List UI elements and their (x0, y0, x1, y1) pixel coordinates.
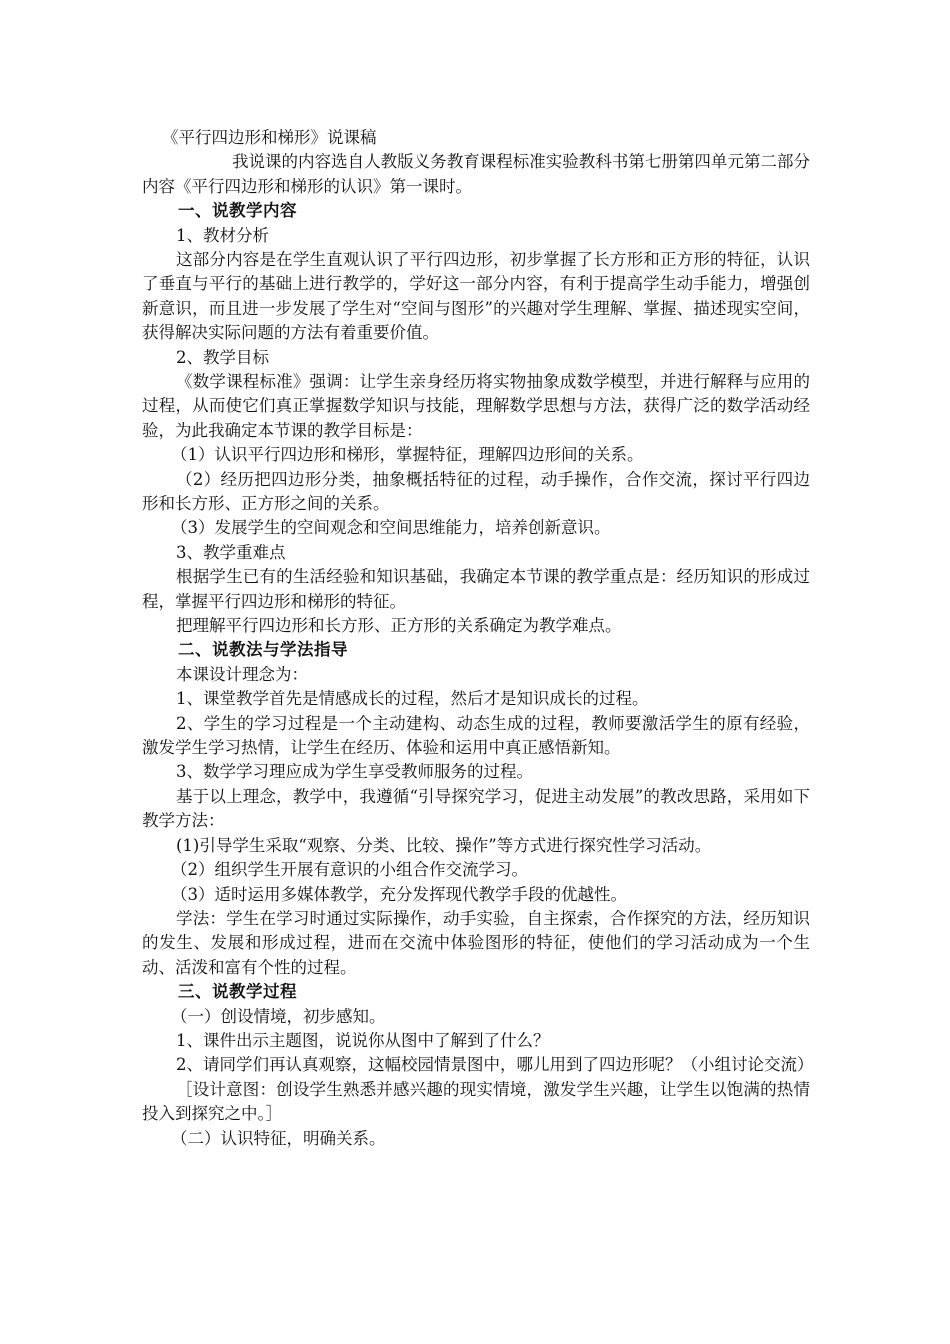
paragraph-teaching-approach: 基于以上理念，教学中，我遵循“引导探究学习，促进主动发展”的教改思路，采用如下教学方法： (142, 786, 810, 831)
document-page (142, 126, 814, 1151)
paragraph-key-points: 根据学生已有的生活经验和知识基础，我确定本节课的教学重点是：经历知识的形成过程，掌握平行四边形和梯形的特征。 (142, 567, 810, 611)
method-item-2: （2）组织学生开展有意识的小组合作交流学习。 (171, 860, 528, 880)
paragraph-learning-method: 学法：学生在学习时通过实际操作，动手实验，自主探索，合作探究的方法，经历知识的发生、发展和形成过程，进而在交流中体验图形的特征，使他们的学习活动成为一个生动、活泼和富有个性的过程。 (142, 908, 810, 977)
concept-item-2: 2、学生的学习过程是一个主动建构、动态生成的过程，教师要激活学生的原有经验，激发学生学习热情，让学生在经历、体验和运用中真正感悟新知。 (142, 713, 810, 758)
subheading-teaching-goals: 2、教学目标 (176, 347, 269, 367)
paragraph-design-concept: 本课设计理念为： (176, 664, 308, 684)
section-heading-teaching-content: 一、说教学内容 (178, 201, 297, 221)
step-item-2: 2、请同学们再认真观察，这幅校园情景图中，哪儿用到了四边形呢？（小组讨论交流） (176, 1055, 814, 1075)
section-heading-methods: 二、说教法与学法指导 (178, 640, 348, 660)
intro-paragraph: 我说课的内容选自人教版义务教育课程标准实验教科书第七册第四单元第二部分内容《平行四边形和梯形的认识》第一课时。 (142, 152, 810, 196)
concept-item-1: 1、课堂教学首先是情感成长的过程，然后才是知识成长的过程。 (176, 689, 649, 709)
concept-item-3: 3、数学学习理应成为学生享受教师服务的过程。 (176, 762, 533, 782)
paragraph-curriculum-standard: 《数学课程标准》强调：让学生亲身经历将实物抽象成数学模型，并进行解释与应用的过程，从而使它们真正掌握数学知识与技能，理解数学思想与方法，获得广泛的数学活动经验，为此我确定本节课的教学目标是： (142, 372, 810, 440)
method-item-1: (1)引导学生采取“观察、分类、比较、操作”等方式进行探究性学习活动。 (176, 835, 712, 855)
section-heading-process: 三、说教学过程 (178, 982, 297, 1002)
paragraph-difficulty: 把理解平行四边形和长方形、正方形的关系确定为教学难点。 (176, 616, 622, 636)
subheading-textbook-analysis: 1、教材分析 (176, 225, 269, 245)
step-item-1: 1、课件出示主题图，说说你从图中了解到了什么？ (176, 1030, 550, 1050)
design-intent-note: ［设计意图：创设学生熟悉并感兴趣的现实情境，激发学生兴趣，让学生以饱满的热情投入到探究之中。］ (142, 1079, 810, 1124)
document-title: 《平行四边形和梯形》说课稿 (162, 128, 377, 147)
step-heading-2: （二）认识特征，明确关系。 (171, 1128, 386, 1148)
paragraph-textbook-analysis: 这部分内容是在学生直观认识了平行四边形，初步掌握了长方形和正方形的特征，认识了垂直与平行的基础上进行教学的，学好这一部分内容，有利于提高学生动手能力，增强创新意识，而且进一步发展了学生对“空间与图形”的兴趣对学生理解、掌握、描述现实空间，获得解决实际问题的方法有着重要价值。 (142, 249, 810, 343)
goal-item-1: （1）认识平行四边形和梯形，掌握特征，理解四边形间的关系。 (171, 445, 644, 465)
method-item-3: （3）适时运用多媒体教学，充分发挥现代教学手段的优越性。 (171, 884, 627, 904)
goal-item-3: （3）发展学生的空间观念和空间思维能力，培养创新意识。 (171, 518, 611, 538)
subheading-key-points: 3、教学重难点 (176, 542, 286, 562)
goal-item-2: （2）经历把四边形分类，抽象概括特征的过程，动手操作，合作交流，探讨平行四边形和长方形、正方形之间的关系。 (142, 469, 810, 514)
step-heading-1: （一）创设情境，初步感知。 (171, 1006, 386, 1026)
